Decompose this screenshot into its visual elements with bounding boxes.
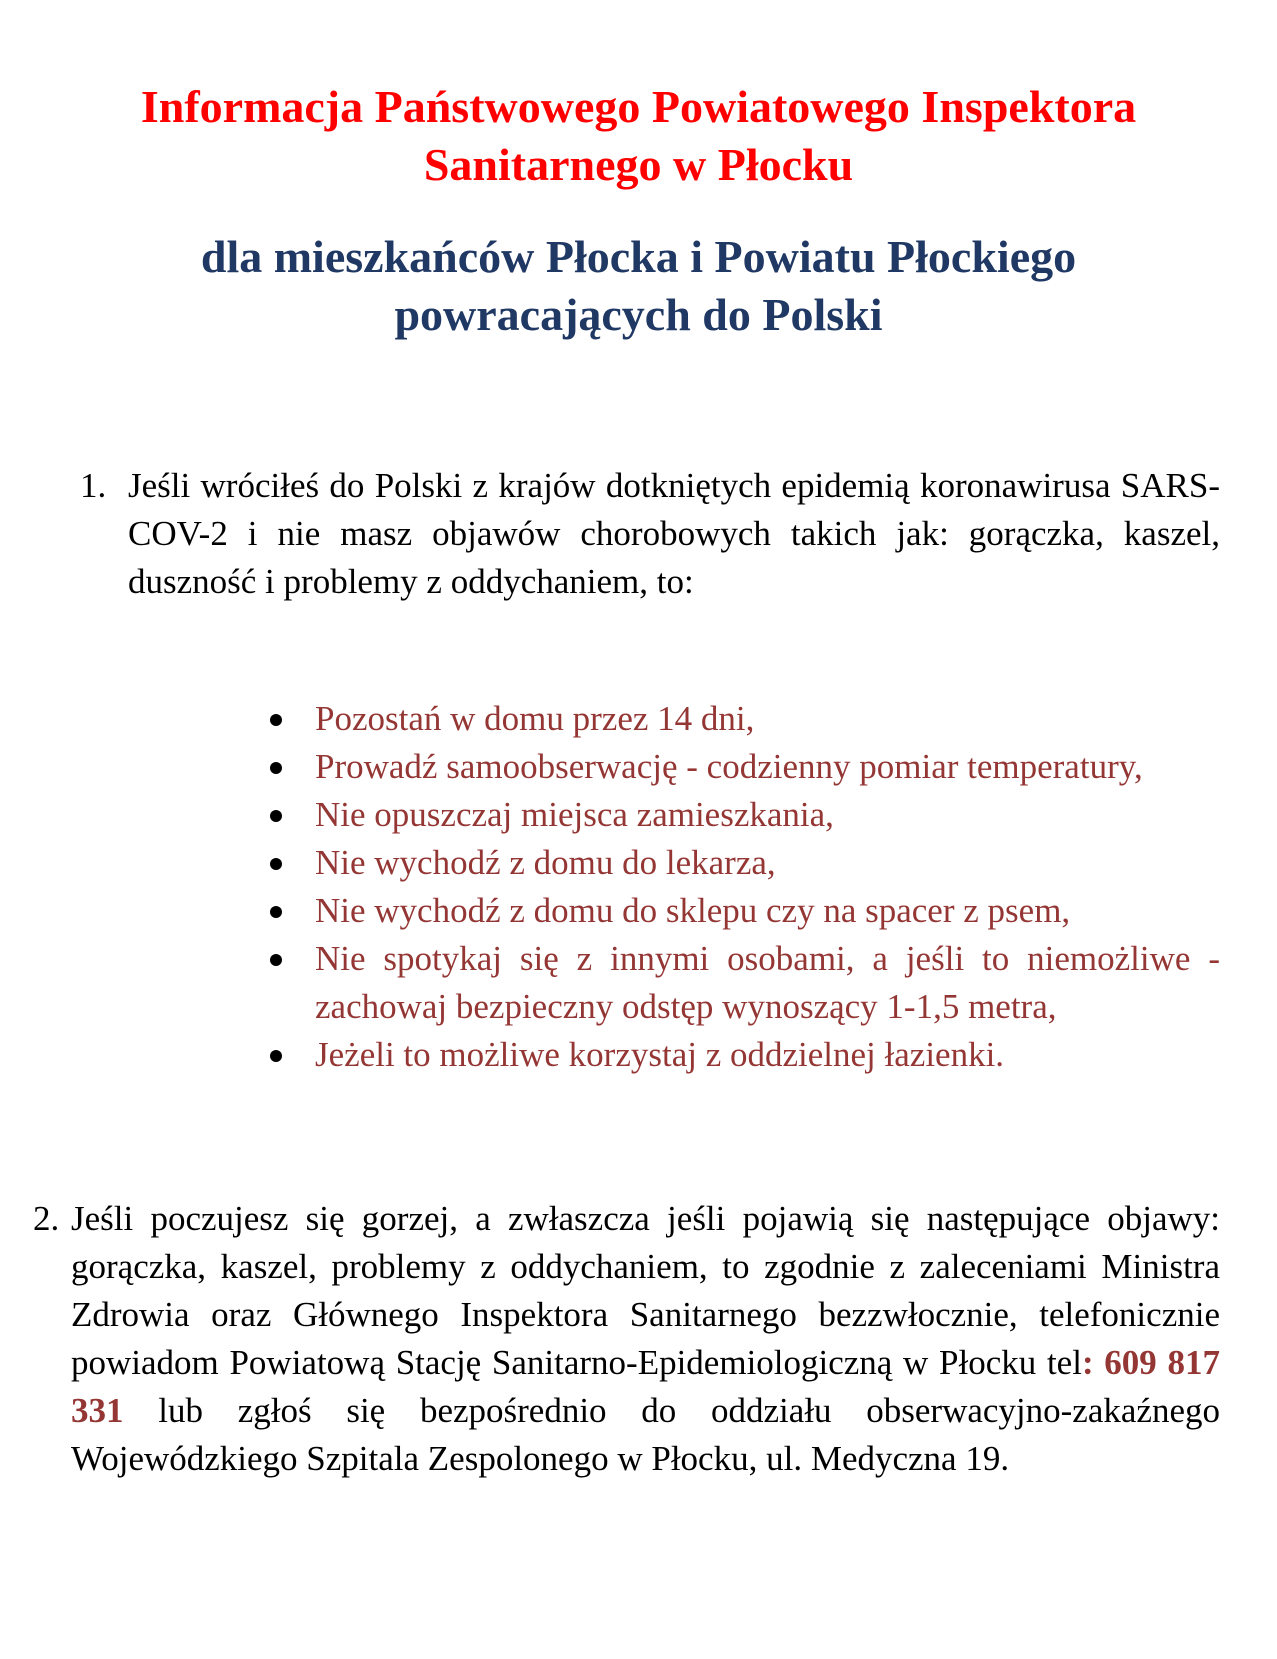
list-item [270,935,1220,1031]
list-item [270,695,1220,743]
item-2-text [71,1195,1220,1483]
subtitle-line-1: dla mieszkańców Płocka i Powiatu Płockiego [200,231,1077,282]
list-item-text: Pozostań w domu przez 14 dni, [315,699,755,738]
instruction-item-1 [80,462,1220,606]
item-1-text: Jeśli wróciłeś do Polski z krajów dotkniętych epidemią koronawirusa SARS- COV-2 i nie masz objawów chorobowych takich jak: gorączka, kaszel, duszność i problemy z oddychaniem, to: [128,466,1220,601]
bullet-dot-icon [270,954,282,966]
title-line-1: Informacja Państwowego Powiatowego Inspektora [140,81,1137,132]
item-2-number: 2. [33,1199,60,1238]
recommendation-list [270,695,1220,1079]
bullet-dot-icon [270,810,282,822]
list-item-text: Nie opuszczaj miejsca zamieszkania, [315,795,834,834]
bullet-dot-icon [270,858,282,870]
item-2-text-before: Jeśli poczujesz się gorzej, a zwłaszcza jeśli pojawią się następujące objawy: gorączka, kaszel, problemy z oddychaniem, to zgodnie z zaleceniami Ministra Zdrowia oraz Głównego Inspektora Sanitarnego bezzwłocznie, telefonicznie powiadom Powiatową Stację Sanitarno-Epidemiologiczną w Płocku tel [71,1199,1220,1382]
document-title [0,78,1277,194]
bullet-dot-icon [270,762,282,774]
item-2-text-after: lub zgłoś się bezpośrednio do oddziału obserwacyjno-zakaźnego Wojewódzkiego Szpitala Zespolonego w Płocku, ul. Medyczna 19. [71,1391,1220,1478]
list-item [270,791,1220,839]
bullet-dot-icon [270,714,282,726]
instruction-item-2 [33,1195,1220,1483]
title-line-2: Sanitarnego w Płocku [423,139,854,190]
document-subtitle [0,228,1277,344]
list-item-text: Nie wychodź z domu do sklepu czy na spacer z psem, [315,891,1071,930]
bullet-dot-icon [270,906,282,918]
phone-number[interactable]: : 609 817 331 [71,1343,1220,1430]
list-item [270,839,1220,887]
list-item [270,743,1220,791]
list-item-text: Nie spotykaj się z innymi osobami, a jeśli to niemożliwe - zachowaj bezpieczny odstęp wynoszący 1-1,5 metra, [315,939,1220,1026]
subtitle-line-2: powracających do Polski [394,289,883,340]
list-item-text: Nie wychodź z domu do lekarza, [315,843,776,882]
bullet-dot-icon [270,1050,282,1062]
list-item [270,887,1220,935]
list-item [270,1031,1220,1079]
item-1-number: 1. [80,466,107,505]
list-item-text: Prowadź samoobserwację - codzienny pomiar temperatury, [315,747,1143,786]
list-item-text: Jeżeli to możliwe korzystaj z oddzielnej łazienki. [315,1035,1005,1074]
